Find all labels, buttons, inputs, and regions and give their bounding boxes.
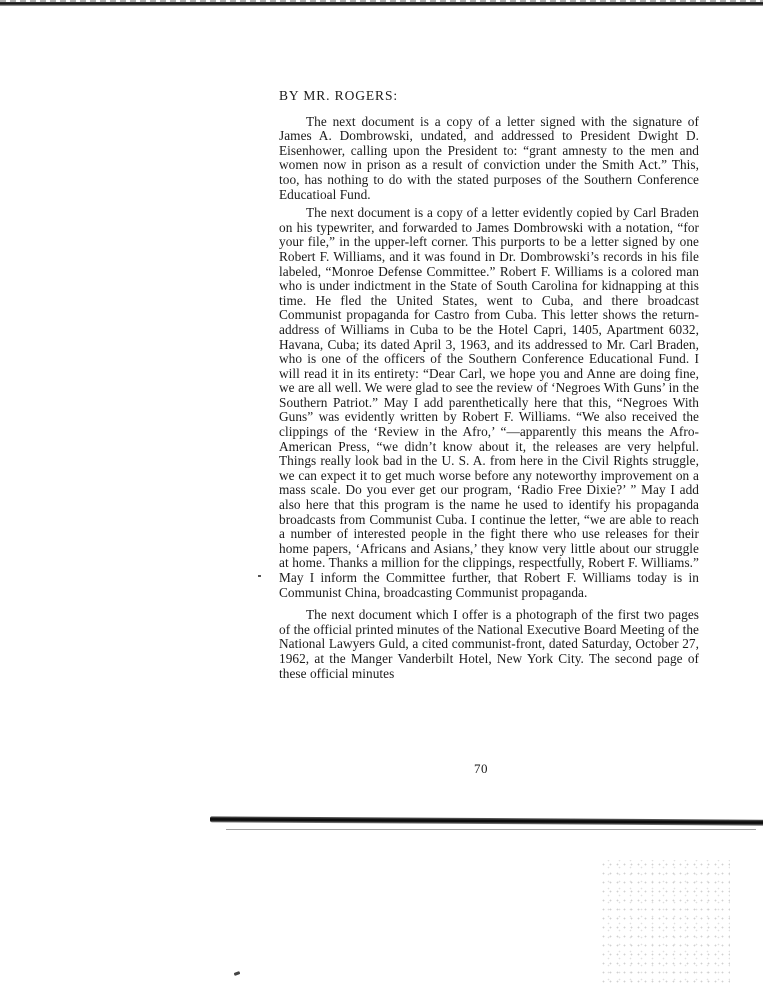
margin-mark	[258, 575, 261, 577]
bottom-border-rule	[210, 816, 763, 825]
top-border-rule	[0, 2, 763, 6]
section-heading: BY MR. ROGERS:	[279, 88, 398, 103]
paragraph-williams-letter: The next document is a copy of a letter evidently copied by Carl Braden on his typewriter, and forwarded to James Dombrowski with a notation, “for your file,” in the upper-left corner. This purports to be a letter signed by one Robert F. Williams, and it was found in Dr. Dombrowski’s records in his file labeled, “Monroe Defense Committee.” Robert F. Williams is a colored man who is under indictment in the State of South Carolina for kidnapping at this time. He fled the United States, went to Cuba, and there broadcast Communist propaganda for Castro from Cuba. This letter shows the return-address of Williams in Cuba to be the Hotel Capri, 1405, Apartment 6032, Havana, Cuba; its dated April 3, 1963, and its addressed to Mr. Carl Braden, who is one of the officers of the Southern Conference Educational Fund. I will read it in its entirety: “Dear Carl, we hope you and Anne are doing fine, we are all well. We were glad to see the review of ‘Negroes With Guns’ in the Southern Patriot.” May I add parenthetically here that this, “Negroes With Guns” was evidently written by Robert F. Williams. “We also received the clippings of the ‘Review in the Afro,’ “—apparently this means the Afro-American Press, “we didn’t know about it, the releases are very helpful. Things really look bad in the U. S. A. from here in the Civil Rights struggle, we can expect it to get much worse before any noteworthy improvement on a mass scale. Do you ever get our program, ‘Radio Free Dixie?’ ” May I add also here that this program is the name he used to identify his propaganda broadcasts from Communist Cuba. I continue the letter, “we are able to reach a number of interested people in the fight there who use releases for their home papers, ‘Africans and Asians,’ they know very little about our struggle at home. Thanks a million for the clippings, respectfully, Robert F. Williams.” May I inform the Committee further, that Robert F. Williams today is in Communist China, broadcasting Communist propaganda.	[279, 205, 699, 600]
scan-noise-patch	[600, 860, 730, 985]
page-number: 70	[474, 761, 488, 776]
page-body	[279, 89, 699, 685]
bottom-thin-rule	[226, 829, 756, 830]
paragraph-lawyers-guild-minutes: The next document which I offer is a photograph of the first two pages of the official printed minutes of the National Executive Board Meeting of the National Lawyers Guld, a cited communist-front, dated Saturday, October 27, 1962, at the Manger Vanderbilt Hotel, New York City. The second page of these official minutes	[279, 607, 699, 681]
corner-ink-mark	[234, 971, 241, 976]
paragraph-eisenhower-letter: The next document is a copy of a letter signed with the signature of James A. Dombrowski, undated, and addressed to President Dwight D. Eisenhower, calling upon the President to: “grant amnesty to the men and women now in prison as a result of conviction under the Smith Act.” This, too, has nothing to do with the stated purposes of the Southern Conference Educatioal Fund.	[279, 113, 699, 202]
